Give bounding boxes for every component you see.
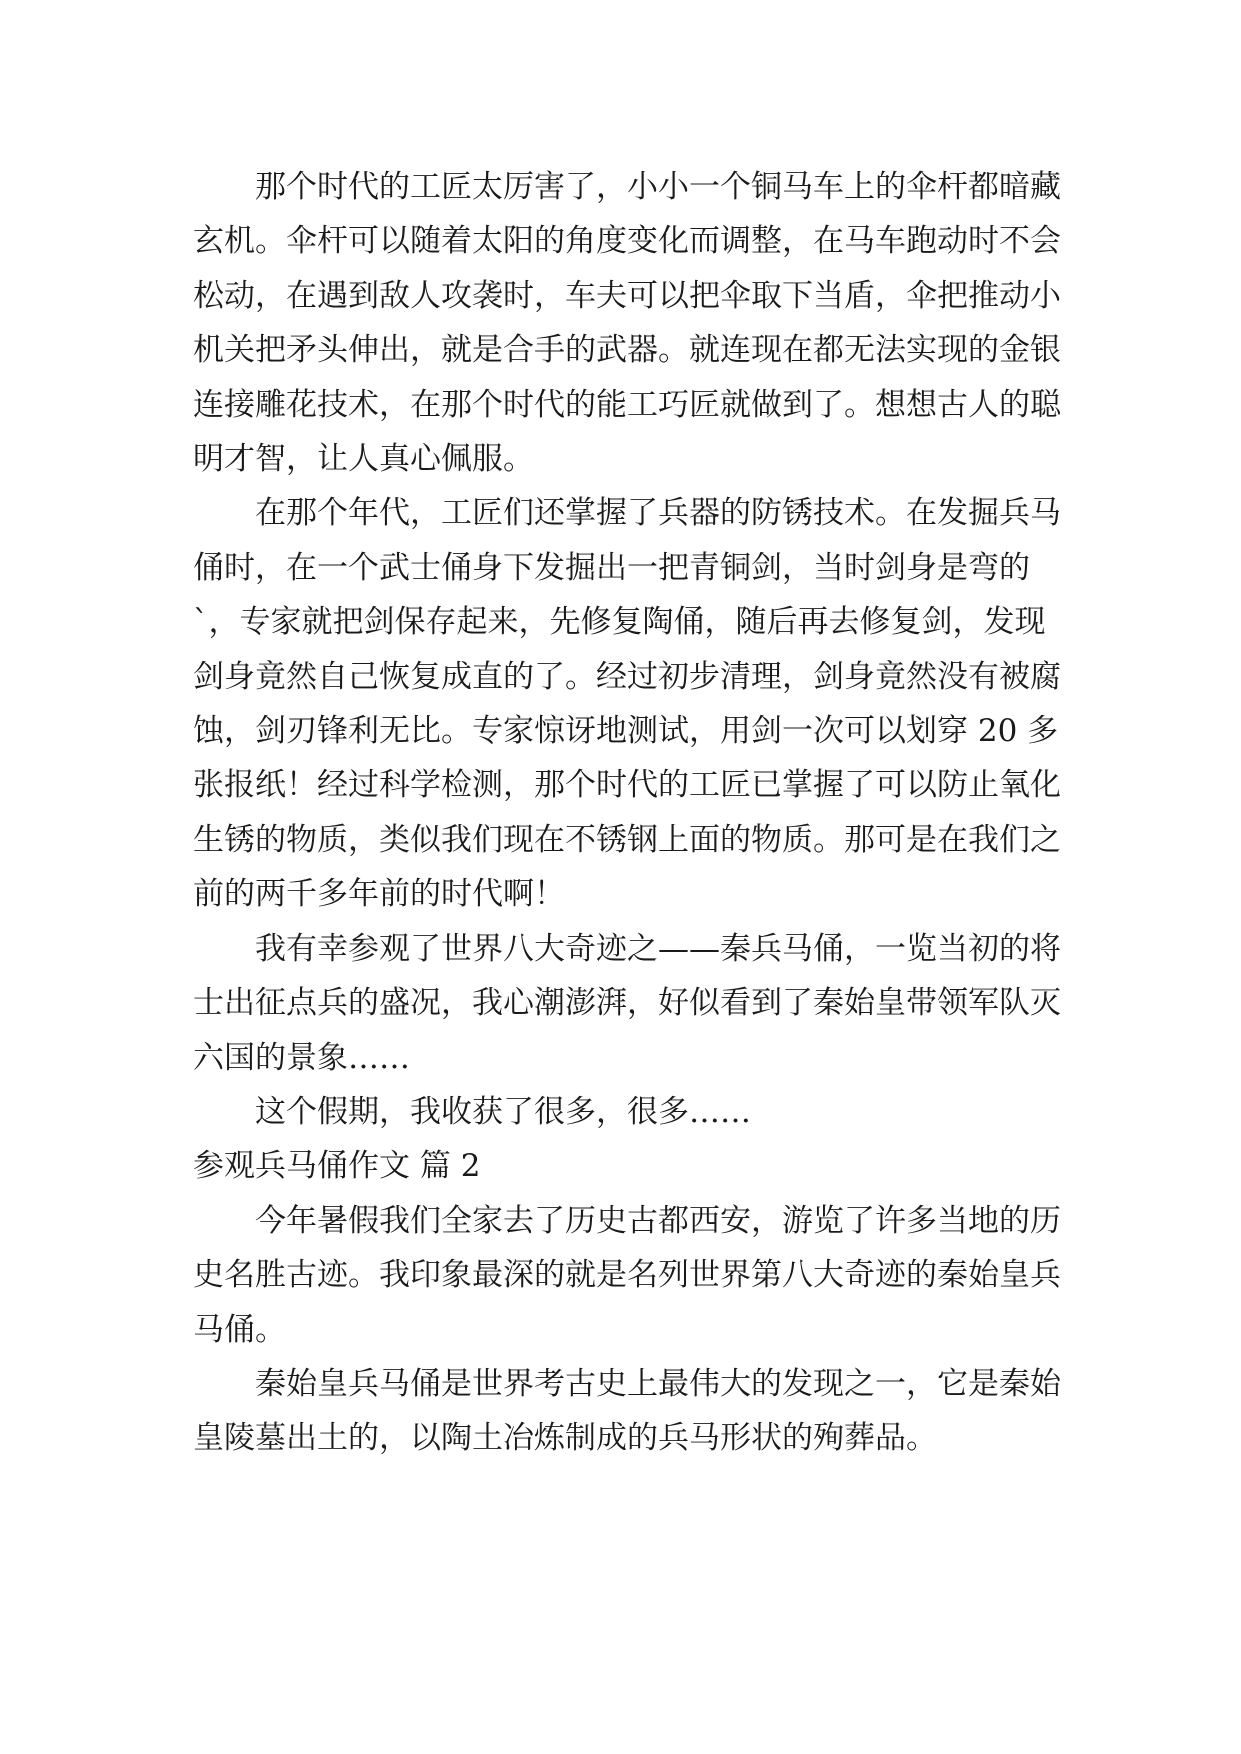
body-paragraph: 今年暑假我们全家去了历史古都西安，游览了许多当地的历史名胜古迹。我印象最深的就是名列世界第八大奇迹的秦始皇兵马俑。	[193, 1202, 1061, 1348]
section-heading: 参观兵马俑作文 篇 2	[193, 1148, 481, 1185]
body-paragraph: 秦始皇兵马俑是世界考古史上最伟大的发现之一，它是秦始皇陵墓出土的，以陶土冶炼制成的兵马形状的殉葬品。	[193, 1365, 1061, 1457]
body-paragraph: 那个时代的工匠太厉害了，小小一个铜马车上的伞杆都暗藏玄机。伞杆可以随着太阳的角度变化而调整，在马车跑动时不会松动，在遇到敌人攻袭时，车夫可以把伞取下当盾，伞把推动小机关把矛头伸出，就是合手的武器。就连现在都无法实现的金银连接雕花技术，在那个时代的能工巧匠就做到了。想想古人的聪明才智，让人真心佩服。	[193, 169, 1061, 478]
body-paragraph: 我有幸参观了世界八大奇迹之——秦兵马俑，一览当初的将士出征点兵的盛况，我心潮澎湃，好似看到了秦始皇带领军队灭六国的景象……	[193, 930, 1061, 1076]
body-paragraph: 在那个年代，工匠们还掌握了兵器的防锈技术。在发掘兵马俑时，在一个武士俑身下发掘出一把青铜剑，当时剑身是弯的`，专家就把剑保存起来，先修复陶俑，随后再去修复剑，发现剑身竟然自己恢复成直的了。经过初步清理，剑身竟然没有被腐蚀，剑刃锋利无比。专家惊讶地测试，用剑一次可以划穿 20 多张报纸！经过科学检测，那个时代的工匠已掌握了可以防止氧化生锈的物质，类似我们现在不锈钢上面的物质。那可是在我们之前的两千多年前的时代啊！	[193, 495, 1061, 913]
document-page	[193, 160, 1073, 1466]
body-paragraph: 这个假期，我收获了很多，很多……	[255, 1093, 751, 1130]
